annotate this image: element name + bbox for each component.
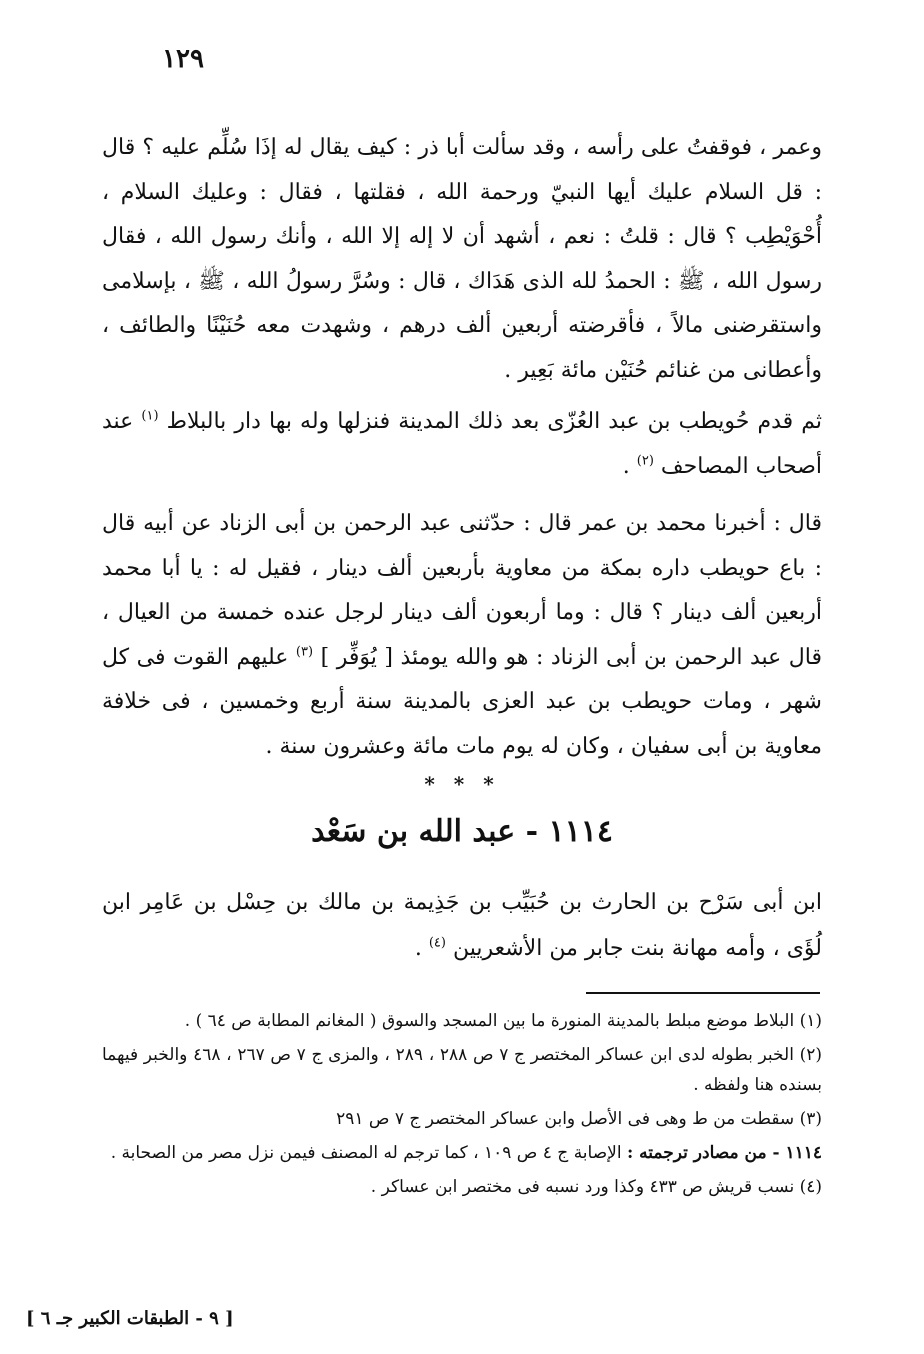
main-text — [102, 126, 822, 768]
section-separator: * * * — [424, 772, 500, 796]
paragraph-2-text-end: عند أصحاب المصاحف — [102, 409, 822, 479]
footnote-ref-4: (٤) — [428, 935, 446, 951]
paragraph-2-tail: . — [622, 453, 630, 479]
footnote-ref-2: (٢) — [636, 453, 654, 469]
sources-note-lead: ١١١٤ - من مصادر ترجمته : — [626, 1143, 822, 1163]
entry-lineage-text: ابن أبى سَرْح بن الحارث بن حُبَيِّب بن جَذِيمة بن مالك بن حِسْل بن عَامِر ابن لُؤَى ، وأمه مهانة بنت جابر من الأشعريين — [102, 890, 822, 961]
sources-note — [102, 1138, 822, 1168]
volume-reference: [ ٩ - الطبقات الكبير جـ ٦ ] — [26, 1308, 234, 1329]
paragraph-1: وعمر ، فوقفتُ على رأسه ، وقد سألت أبا ذر : كيف يقال له إذَا سُلِّم عليه ؟ قال : قل السلام عليك أيها النبيّ ورحمة الله ، فقلتها ، فقال : وعليك السلام ، أُحْوَيْطِب ؟ قال : قلتُ : نعم ، أشهد أن لا إله إلا الله ، وأنك رسول الله ، فقال رسول الله ، ﷺ : الحمدُ لله الذى هَدَاك ، قال : وسُرَّ رسولُ الله ، ﷺ ، بإسلامى واستقرضنى مالاً ، فأقرضته أربعين ألف درهم ، وشهدت معه حُنَيْنًا والطائف ، وأعطانى من غنائم حُنَيْن مائة بَعِير . — [102, 135, 822, 383]
sources-note-text: الإصابة ج ٤ ص ١٠٩ ، كما ترجم له المصنف فيمن نزل مصر من الصحابة . — [110, 1143, 622, 1163]
footnote-2: (٢) الخبر بطوله لدى ابن عساكر المختصر ج ٧ ص ٢٨٨ ، ٢٨٩ ، والمزى ج ٧ ص ٢٦٧ ، ٤٦٨ والخبر فيهما بسنده هنا ولفظه . — [102, 1045, 823, 1095]
entry-lineage-tail: . — [414, 936, 422, 961]
footnotes — [102, 1006, 822, 1206]
page-number: ١٢٩ — [162, 44, 204, 74]
footnote-divider — [586, 992, 820, 994]
footnote-ref-1: (١) — [141, 408, 159, 424]
footnote-1: (١) البلاط موضع مبلط بالمدينة المنورة ما بين المسجد والسوق ( المغانم المطابة ص ٦٤ ) . — [184, 1011, 822, 1031]
footnote-3: (٣) سقطت من ط وهى فى الأصل وابن عساكر المختصر ج ٧ ص ٢٩١ — [336, 1109, 822, 1129]
entry-heading: ١١١٤ - عبد الله بن سَعْد — [311, 814, 613, 849]
paragraph-3 — [102, 502, 822, 768]
footnote-4: (٤) نسب قريش ص ٤٣٣ وكذا ورد نسبه فى مختصر ابن عساكر . — [370, 1177, 822, 1197]
footnote-ref-3: (٣) — [295, 644, 314, 660]
paragraph-3-text: قال : أخبرنا محمد بن عمر قال : حدّثنى عبد الرحمن بن أبى الزناد عن أبيه قال : باع حويطب داره بمكة من معاوية بأربعين ألف دينار ، فقيل له : يا أبا محمد أربعين ألف دينار ؟ قال : وما أربعون ألف دينار لرجل عنده خمسة من العيال ، قال عبد الرحمن بن أبى الزناد : هو والله يومئذ [ يُوَفِّر ] — [102, 511, 822, 670]
entry-lineage — [102, 880, 822, 972]
paragraph-3-tail: عليهم القوت فى كل شهر ، ومات حويطب بن عبد العزى بالمدينة سنة أربع وخمسين ، فى خلافة معاوية بن أبى سفيان ، وكان له يوم مات مائة وعشرون سنة . — [102, 644, 822, 759]
paragraph-2 — [102, 400, 822, 488]
paragraph-2-text: ثم قدم حُويطب بن عبد العُزّى بعد ذلك المدينة فنزلها وله بها دار بالبلاط — [166, 409, 822, 434]
